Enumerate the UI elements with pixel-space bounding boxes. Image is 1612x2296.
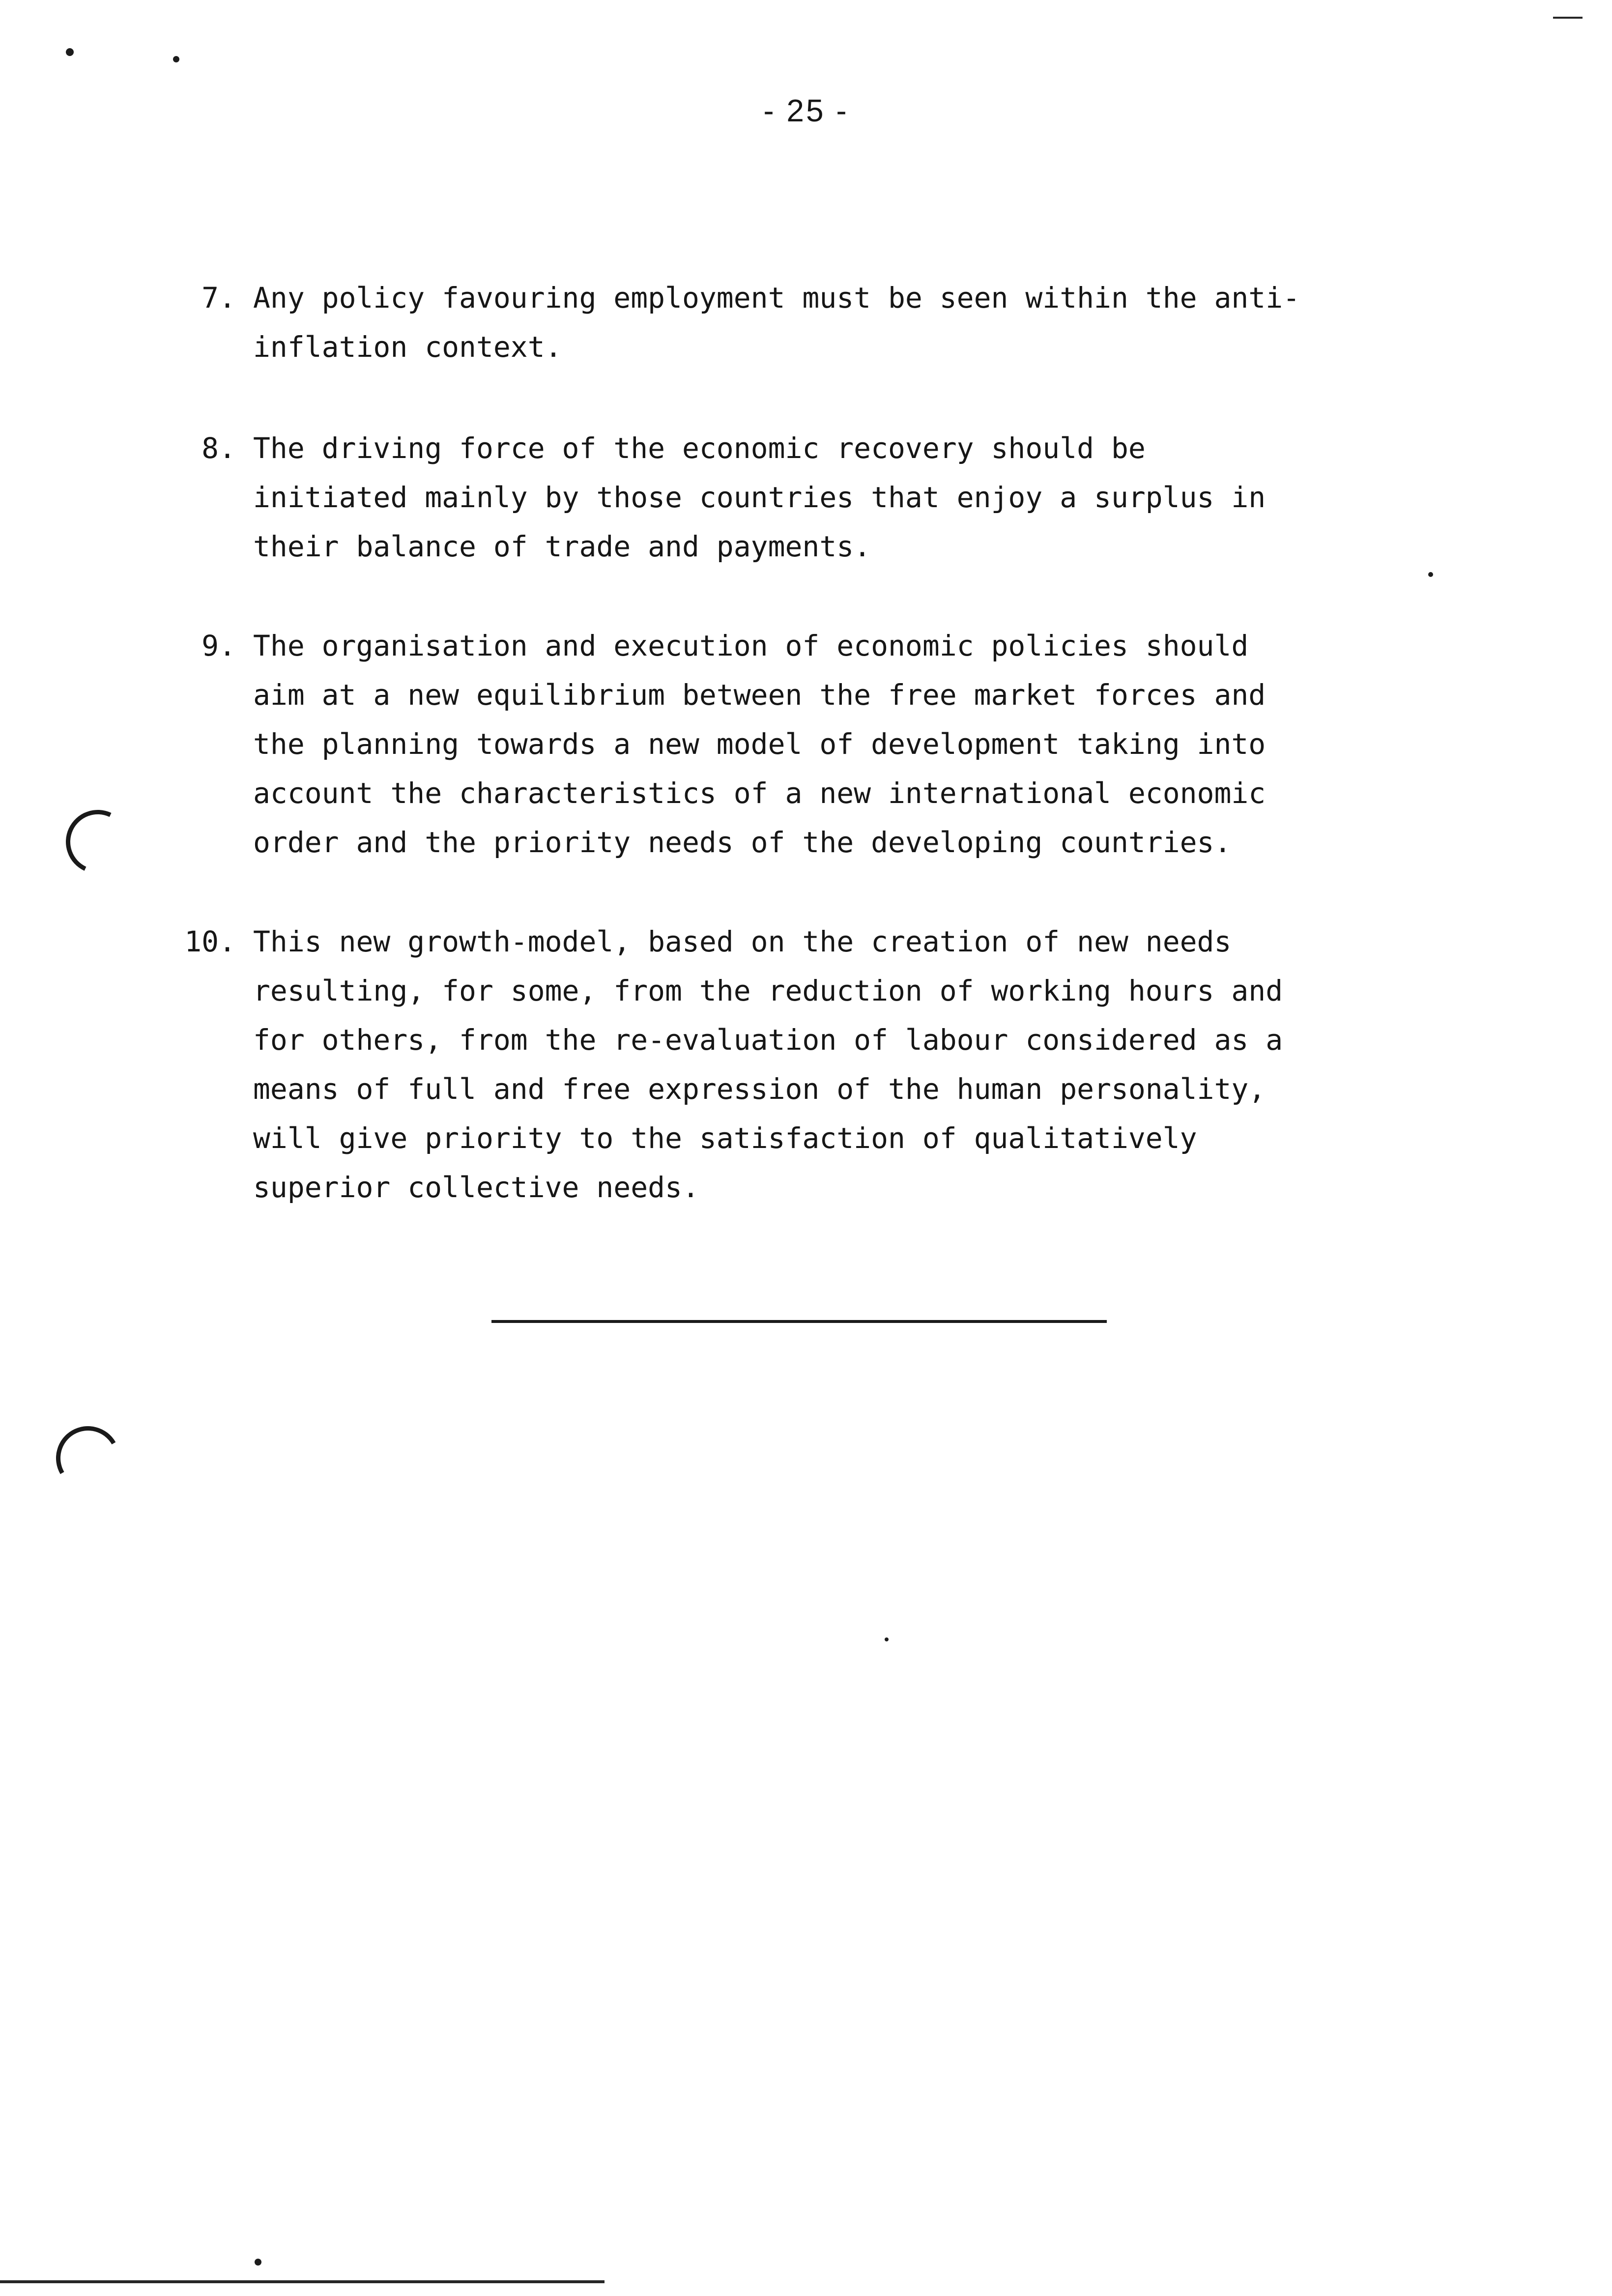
punch-hole-mark bbox=[49, 1419, 127, 1497]
scan-edge-line bbox=[0, 2280, 604, 2283]
punch-hole-mark bbox=[57, 801, 139, 883]
scan-speck bbox=[66, 48, 74, 56]
scan-speck bbox=[1428, 572, 1433, 577]
list-item-number: 7. bbox=[202, 281, 236, 315]
page-number: - 25 - bbox=[763, 93, 849, 128]
list-item-text: The organisation and execution of economic policies should aim at a new equilibrium between the free market forces and the planning towards a new model of development taking into account the characteristics of a new international economic order and the priority needs of the developing countries. bbox=[253, 629, 1266, 859]
list-item-text: Any policy favouring employment must be seen within the anti- inflation context. bbox=[253, 281, 1300, 364]
scan-speck bbox=[173, 56, 179, 62]
list-item-number: 8. bbox=[202, 431, 236, 465]
list-item-text: The driving force of the economic recovery should be initiated mainly by those countries that enjoy a surplus in their balance of trade and payments. bbox=[253, 431, 1266, 563]
scan-speck bbox=[255, 2259, 261, 2266]
list-item-number: 10. bbox=[184, 925, 236, 958]
list-item-number: 9. bbox=[202, 629, 236, 662]
scan-edge-line bbox=[1553, 17, 1583, 19]
list-item-text: This new growth-model, based on the creation of new needs resulting, for some, from the reduction of working hours and for others, from the re-evaluation of labour considered as a means of full and free expression of the human personality, will give priority to the satisfaction of qualitatively superior collective needs. bbox=[253, 925, 1283, 1204]
end-separator-line bbox=[491, 1320, 1107, 1323]
scan-speck bbox=[885, 1637, 889, 1641]
